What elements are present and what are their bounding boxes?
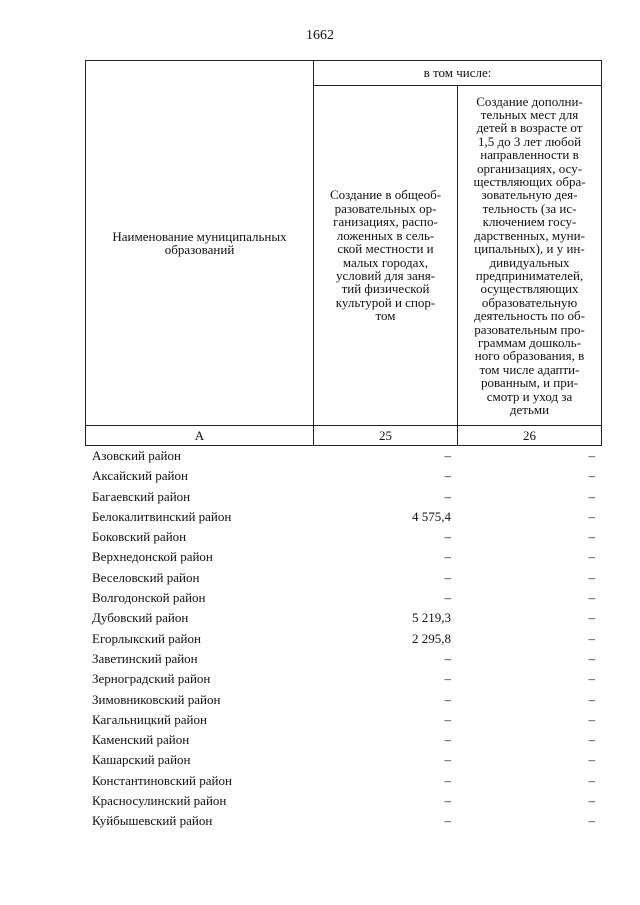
- header-line: Создание в общеоб-: [329, 187, 442, 203]
- municipality-name: Егорлыкский район: [92, 630, 201, 646]
- municipality-name: Константиновский район: [92, 772, 232, 788]
- header-line: том числе адапти-: [479, 361, 580, 377]
- header-line: ложенных в сель-: [336, 227, 435, 243]
- municipality-name: Куйбышевский район: [92, 813, 213, 829]
- municipality-name: Аксайский район: [92, 468, 188, 484]
- value-col-26: –: [588, 630, 595, 646]
- table-row: [85, 446, 601, 466]
- header-table: [85, 60, 602, 446]
- header-line: том: [375, 308, 396, 324]
- municipality-name: Каменский район: [92, 732, 190, 748]
- municipality-name: Кашарский район: [92, 752, 191, 768]
- municipality-name: Верхнедонской район: [92, 549, 213, 565]
- value-col-26: –: [588, 468, 595, 484]
- header-line: рованным, и при-: [480, 375, 579, 391]
- header-line: предпринимателей,: [475, 267, 584, 283]
- municipality-name: Зимовниковский район: [92, 691, 221, 707]
- municipality-name: Белокалитвинский район: [92, 508, 232, 524]
- header-line: разовательным про-: [474, 321, 585, 337]
- column-26-header: [458, 86, 602, 426]
- header-line: культурой и спор-: [335, 294, 436, 310]
- table-row: [85, 588, 601, 608]
- header-line: тельных мест для: [480, 107, 579, 123]
- value-col-25: –: [444, 752, 451, 768]
- municipality-name: Кагальницкий район: [92, 711, 207, 727]
- municipality-name: Заветинский район: [92, 650, 198, 666]
- value-col-25: –: [444, 650, 451, 666]
- value-col-25: –: [444, 488, 451, 504]
- value-col-25: –: [444, 590, 451, 606]
- value-col-25: –: [444, 448, 451, 463]
- value-col-26: –: [588, 488, 595, 504]
- value-col-26: –: [588, 732, 595, 748]
- value-col-25: –: [444, 691, 451, 707]
- table-row: [85, 466, 601, 486]
- value-col-26: –: [588, 752, 595, 768]
- value-col-26: –: [588, 529, 595, 545]
- value-col-25: 4 575,4: [412, 508, 451, 524]
- header-line: детьми: [509, 401, 550, 417]
- municipality-column-header: [86, 61, 314, 426]
- value-col-25: –: [444, 569, 451, 585]
- header-line: малых городах,: [342, 254, 429, 270]
- index-a: А: [86, 426, 314, 446]
- value-col-25: –: [444, 468, 451, 484]
- value-col-25: 2 295,8: [412, 630, 451, 646]
- header-line: дивидуальных: [489, 254, 570, 270]
- table-row: [85, 690, 601, 710]
- value-col-26: –: [588, 671, 595, 687]
- table-row: [85, 791, 601, 811]
- header-line: граммам дошколь-: [477, 334, 582, 350]
- page-number: 1662: [306, 28, 334, 43]
- table-row: [85, 811, 601, 831]
- header-line: 1,5 до 3 лет любой: [477, 133, 582, 149]
- value-col-25: –: [444, 671, 451, 687]
- table-row: [85, 629, 601, 649]
- table-row: [85, 608, 601, 628]
- header-line: тельность (за ис-: [482, 200, 577, 216]
- header-line: направленности в: [480, 147, 579, 163]
- table-row: [85, 750, 601, 770]
- value-col-25: –: [444, 772, 451, 788]
- header-line: ключением госу-: [482, 214, 577, 230]
- header-line: смотр и уход за: [486, 388, 573, 404]
- header-line: разовательных ор-: [334, 200, 437, 216]
- header-line: детей в возрасте от: [476, 120, 583, 136]
- value-col-26: –: [588, 650, 595, 666]
- municipality-name: Зерноградский район: [92, 671, 211, 687]
- value-col-25: –: [444, 529, 451, 545]
- value-col-26: –: [588, 448, 595, 463]
- header-line: тий физической: [341, 281, 430, 297]
- value-col-26: –: [588, 711, 595, 727]
- value-col-25: –: [444, 813, 451, 829]
- table-row: [85, 649, 601, 669]
- table-row: [85, 527, 601, 547]
- municipality-name: Багаевский район: [92, 488, 191, 504]
- municipality-name: Боковский район: [92, 529, 187, 545]
- index-25: 25: [314, 426, 458, 446]
- header-line: образовательную: [481, 294, 578, 310]
- value-col-26: –: [588, 549, 595, 565]
- header-line: дарственных, муни-: [474, 227, 585, 243]
- municipality-name: Веселовский район: [92, 569, 200, 585]
- header-line: ганизациях, распо-: [333, 214, 438, 230]
- value-col-26: –: [588, 793, 595, 809]
- header-line: Наименование муниципальных: [112, 228, 287, 244]
- value-col-26: –: [588, 691, 595, 707]
- municipality-name: Дубовский район: [92, 610, 189, 626]
- header-line: ской местности и: [337, 241, 434, 257]
- municipality-name: Красносулинский район: [92, 793, 227, 809]
- value-col-25: 5 219,3: [412, 610, 451, 626]
- header-line: деятельность по об-: [474, 308, 585, 324]
- value-col-26: –: [588, 772, 595, 788]
- header-line: ного образования, в: [474, 348, 585, 364]
- table-row: [85, 669, 601, 689]
- header-line: условий для заня-: [335, 267, 436, 283]
- header-line: осуществляющих: [480, 281, 579, 297]
- header-line: ществляющих обра-: [473, 174, 586, 190]
- column-25-header: [314, 86, 458, 426]
- value-col-25: –: [444, 549, 451, 565]
- header-line: Создание дополни-: [476, 93, 583, 109]
- table-row: [85, 487, 601, 507]
- table-row: [85, 710, 601, 730]
- value-col-26: –: [588, 508, 595, 524]
- header-line: организациях, осу-: [476, 160, 583, 176]
- table-row: [85, 507, 601, 527]
- index-26: 26: [458, 426, 602, 446]
- table-row: [85, 547, 601, 567]
- value-col-25: –: [444, 711, 451, 727]
- municipality-name: Азовский район: [92, 448, 181, 463]
- value-col-26: –: [588, 569, 595, 585]
- value-col-25: –: [444, 793, 451, 809]
- table-row: [85, 730, 601, 750]
- value-col-26: –: [588, 610, 595, 626]
- table-row: [85, 568, 601, 588]
- data-rows: [85, 446, 601, 832]
- header-line: ципальных), и у ин-: [474, 241, 585, 257]
- header-line: зовательную дея-: [481, 187, 578, 203]
- municipality-name: Волгодонской район: [92, 590, 206, 606]
- header-line: образований: [164, 242, 235, 257]
- table-row: [85, 771, 601, 791]
- group-header: в том числе:: [314, 61, 602, 86]
- value-col-25: –: [444, 732, 451, 748]
- value-col-26: –: [588, 813, 595, 829]
- value-col-26: –: [588, 590, 595, 606]
